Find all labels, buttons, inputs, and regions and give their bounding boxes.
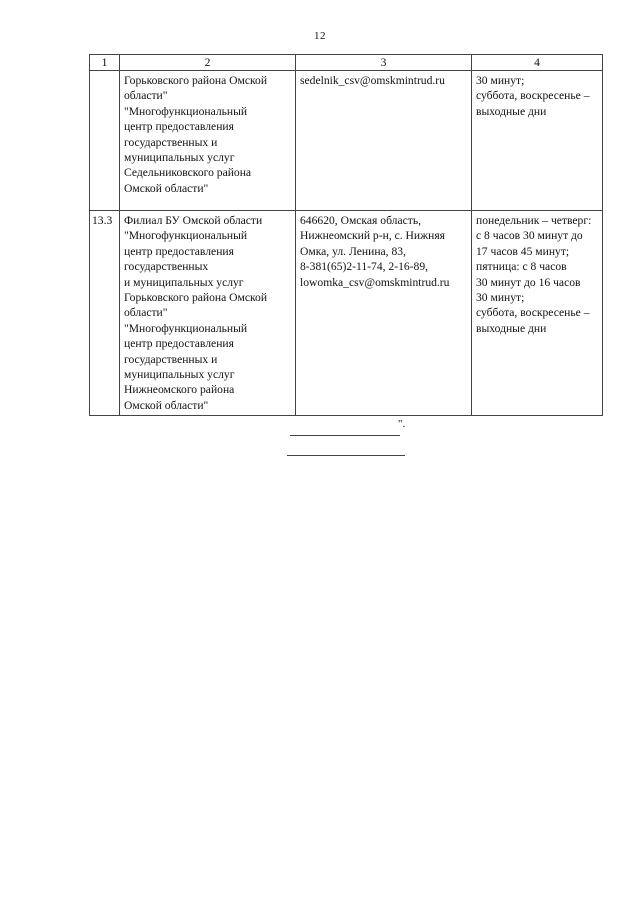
row-number-cell <box>90 71 120 211</box>
cell-text-line: центр предоставления <box>124 337 234 351</box>
cell-text-line: "Многофункциональный <box>124 229 248 243</box>
cell-text-line: 17 часов 45 минут; <box>476 244 570 258</box>
cell-text-line: Нижнеомский р-н, с. Нижняя <box>300 229 445 243</box>
cell-text-line: муниципальных услуг <box>124 368 235 382</box>
table-header-row <box>90 55 603 71</box>
branch-schedule-table <box>89 54 603 416</box>
cell-text-line: выходные дни <box>476 104 547 118</box>
cell-text-line: понедельник – четверг: <box>476 214 592 227</box>
cell-text-line: области" <box>124 89 168 103</box>
cell-text-line: 8-381(65)2-11-74, 2-16-89, <box>300 260 429 274</box>
cell-text-line: с 8 часов 30 минут до <box>476 229 583 243</box>
closing-quote: ". <box>398 418 406 430</box>
cell-text-line: Горьковского района Омской <box>124 291 268 305</box>
cell-text-line: Омской области" <box>124 398 209 412</box>
cell-text-line: Омской области" <box>124 181 209 195</box>
cell-text-line: области" <box>124 306 168 320</box>
cell-text-line: муниципальных услуг <box>124 151 235 165</box>
cell-text-line: пятница: с 8 часов <box>476 260 567 274</box>
cell-text-line: Нижнеомского района <box>124 383 235 397</box>
separator-line <box>287 455 405 456</box>
column-header-3: 3 <box>296 55 472 71</box>
cell-text-line: государственных и <box>124 352 218 366</box>
column-header-2: 2 <box>120 55 296 71</box>
cell-text-line: sedelnik_csv@omskmintrud.ru <box>300 74 445 87</box>
cell-text-line: Седельниковского района <box>124 166 252 180</box>
page-number: 12 <box>314 30 326 42</box>
working-hours-cell <box>472 211 603 416</box>
cell-text-line: Горьковского района Омской <box>124 74 268 87</box>
table-row <box>90 71 603 211</box>
cell-text-line: государственных и <box>124 135 218 149</box>
separator-line <box>290 435 400 436</box>
contact-cell <box>296 71 472 211</box>
column-header-4: 4 <box>472 55 603 71</box>
cell-text-line: lowomka_csv@omskmintrud.ru <box>300 275 450 289</box>
cell-text-line: Филиал БУ Омской области <box>124 214 263 227</box>
cell-text-line: 646620, Омская область, <box>300 214 422 227</box>
organization-name-cell <box>120 211 296 416</box>
column-header-1: 1 <box>90 55 120 71</box>
working-hours-cell <box>472 71 603 211</box>
cell-text-line: государственных <box>124 260 209 274</box>
contact-cell <box>296 211 472 416</box>
cell-text-line: 30 минут до 16 часов <box>476 275 581 289</box>
cell-text-line: суббота, воскресенье – <box>476 89 590 103</box>
cell-text-line: Омка, ул. Ленина, 83, <box>300 244 406 258</box>
organization-name-cell <box>120 71 296 211</box>
cell-text-line: и муниципальных услуг <box>124 275 244 289</box>
cell-text-line: "Многофункциональный <box>124 104 248 118</box>
cell-text-line: "Многофункциональный <box>124 321 248 335</box>
cell-text-line: выходные дни <box>476 321 547 335</box>
table-row <box>90 211 603 416</box>
row-number-cell: 13.3 <box>90 211 120 416</box>
cell-text-line: центр предоставления <box>124 120 234 134</box>
cell-text-line: 30 минут; <box>476 291 525 305</box>
cell-text-line: суббота, воскресенье – <box>476 306 590 320</box>
cell-text-line: центр предоставления <box>124 244 234 258</box>
cell-text-line: 30 минут; <box>476 74 525 87</box>
